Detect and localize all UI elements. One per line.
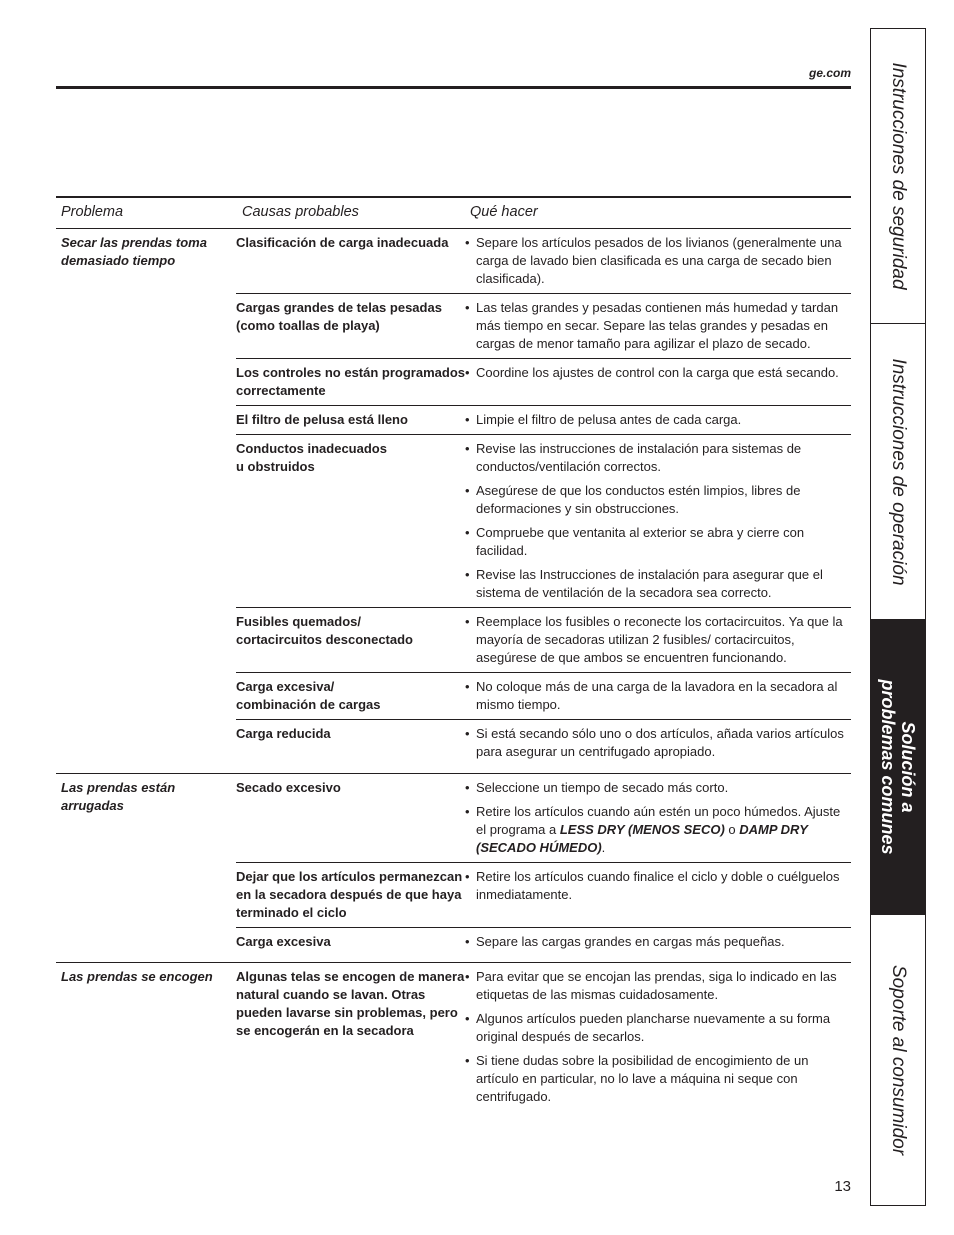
table-row (236, 673, 851, 720)
cause-text: Carga reducida (236, 726, 331, 741)
table-row (236, 608, 851, 673)
cause-text: Secado excesivo (236, 780, 341, 795)
less-dry-setting: LESS DRY (MENOS SECO) (559, 822, 725, 837)
table-row (236, 406, 851, 435)
cause-text: Clasificación de carga inadecuada (236, 235, 449, 250)
cause-text: Fusibles quemados/ cortacircuitos desconectado (236, 614, 413, 647)
table-row (236, 774, 851, 863)
problem-group-long-drying (56, 229, 851, 774)
action-text: Retire los artículos cuando aún estén un poco húmedos. Ajuste el programa a (476, 804, 841, 837)
table-row (236, 294, 851, 359)
cause-text: Carga excesiva (236, 934, 331, 949)
table-row (236, 720, 851, 773)
cause-text: El filtro de pelusa está lleno (236, 412, 408, 427)
site-url: ge.com (808, 66, 851, 80)
tab-operating-instructions[interactable] (871, 324, 925, 620)
table-row (236, 963, 851, 1111)
action-item: • Separe las cargas grandes en cargas más pequeñas. (465, 933, 851, 951)
cause-text: Dejar que los artículos permanezcan en la secadora después de que haya terminado el ciclo (236, 869, 463, 920)
action-item: • Algunos artículos pueden plancharse nuevamente a su forma original después de secarlos. (465, 1010, 851, 1046)
tab-label: Instrucciones de seguridad (888, 62, 909, 290)
tab-label-line1: Solución a (898, 721, 918, 813)
or-text: o (724, 822, 740, 837)
troubleshooting-table (56, 196, 851, 1111)
tab-label: Soporte al consumidor (888, 964, 909, 1155)
tab-label: Instrucciones de operación (888, 357, 909, 586)
action-item: • Revise las Instrucciones de instalación para asegurar que el sistema de ventilación de la secadora sea correcto. (465, 566, 851, 602)
cause-text: Los controles no están programados correctamente (236, 365, 465, 398)
action-item: • Asegúrese de que los conductos estén limpios, libres de deformaciones y sin obstrucciones. (465, 482, 851, 518)
header-action: Qué hacer (470, 204, 538, 220)
action-item: • Revise las instrucciones de instalación para sistemas de conductos/ventilación correctos. (465, 440, 851, 476)
problem-group-wrinkled (56, 774, 851, 963)
table-header (56, 198, 851, 229)
tab-safety-instructions[interactable] (871, 29, 925, 324)
tab-label (878, 679, 918, 854)
page-number: 13 (834, 1178, 851, 1195)
cause-text: Carga excesiva/ combinación de cargas (236, 679, 381, 712)
problem-label: Las prendas se encogen (61, 969, 213, 984)
action-item: • Las telas grandes y pesadas contienen más humedad y tardan más tiempo en secar. Separe las telas grandes y pesadas en cargas de menor tamaño para agilizar el plazo de secado. (465, 299, 851, 353)
action-item: • Si está secando sólo uno o dos artículos, añada varios artículos para asegurar un centrifugado apropiado. (465, 725, 851, 761)
action-item: • Reemplace los fusibles o reconecte los cortacircuitos. Ya que la mayoría de secadoras utilizan 2 fusibles/ cortacircuitos, asegúrese de que ambos se encuentren funcionando. (465, 613, 851, 667)
header-problem: Problema (61, 204, 124, 220)
tab-troubleshooting[interactable] (871, 620, 925, 915)
action-item (465, 803, 851, 857)
action-item: • Compruebe que ventanita al exterior se abra y cierre con facilidad. (465, 524, 851, 560)
table-row (236, 435, 851, 608)
problem-label: Secar las prendas toma demasiado tiempo (61, 235, 207, 268)
table-row (236, 863, 851, 928)
tab-label-line2: problemas comunes (878, 679, 898, 855)
action-item: • Separe los artículos pesados de los livianos (generalmente una carga de lavado bien clasificada es una carga de secado bien clasificada). (465, 234, 851, 288)
damp-dry-setting: DAMP DRY (SECADO HÚMEDO) (476, 822, 808, 855)
table-row (236, 229, 851, 294)
tab-consumer-support[interactable] (871, 915, 925, 1204)
table-row (236, 359, 851, 406)
action-item: • No coloque más de una carga de la lavadora en la secadora al mismo tiempo. (465, 678, 851, 714)
action-item: • Limpie el filtro de pelusa antes de cada carga. (465, 411, 851, 429)
problem-group-shrink (56, 963, 851, 1111)
cause-text: Conductos inadecuados u obstruidos (236, 441, 387, 474)
action-item: • Seleccione un tiempo de secado más corto. (465, 779, 851, 797)
period-text: . (601, 840, 606, 855)
cause-text: Cargas grandes de telas pesadas (como toallas de playa) (236, 300, 442, 333)
action-item: • Retire los artículos cuando finalice el ciclo y doble o cuélguelos inmediatamente. (465, 868, 851, 904)
cause-text: Algunas telas se encogen de manera natural cuando se lavan. Otras pueden lavarse sin problemas, pero se encogerán en la secadora (236, 969, 465, 1038)
header-cause: Causas probables (242, 204, 359, 220)
problem-label: Las prendas están arrugadas (61, 780, 176, 813)
table-row (236, 928, 851, 962)
top-rule (56, 86, 851, 89)
section-sidebar (870, 28, 926, 1206)
action-item: • Si tiene dudas sobre la posibilidad de encogimiento de un artículo en particular, no lo lave a máquina ni seque con centrifugado. (465, 1052, 851, 1106)
action-item: • Coordine los ajustes de control con la carga que está secando. (465, 364, 851, 382)
action-item: • Para evitar que se encojan las prendas, siga lo indicado en las etiquetas de las mismas cuidadosamente. (465, 968, 851, 1004)
